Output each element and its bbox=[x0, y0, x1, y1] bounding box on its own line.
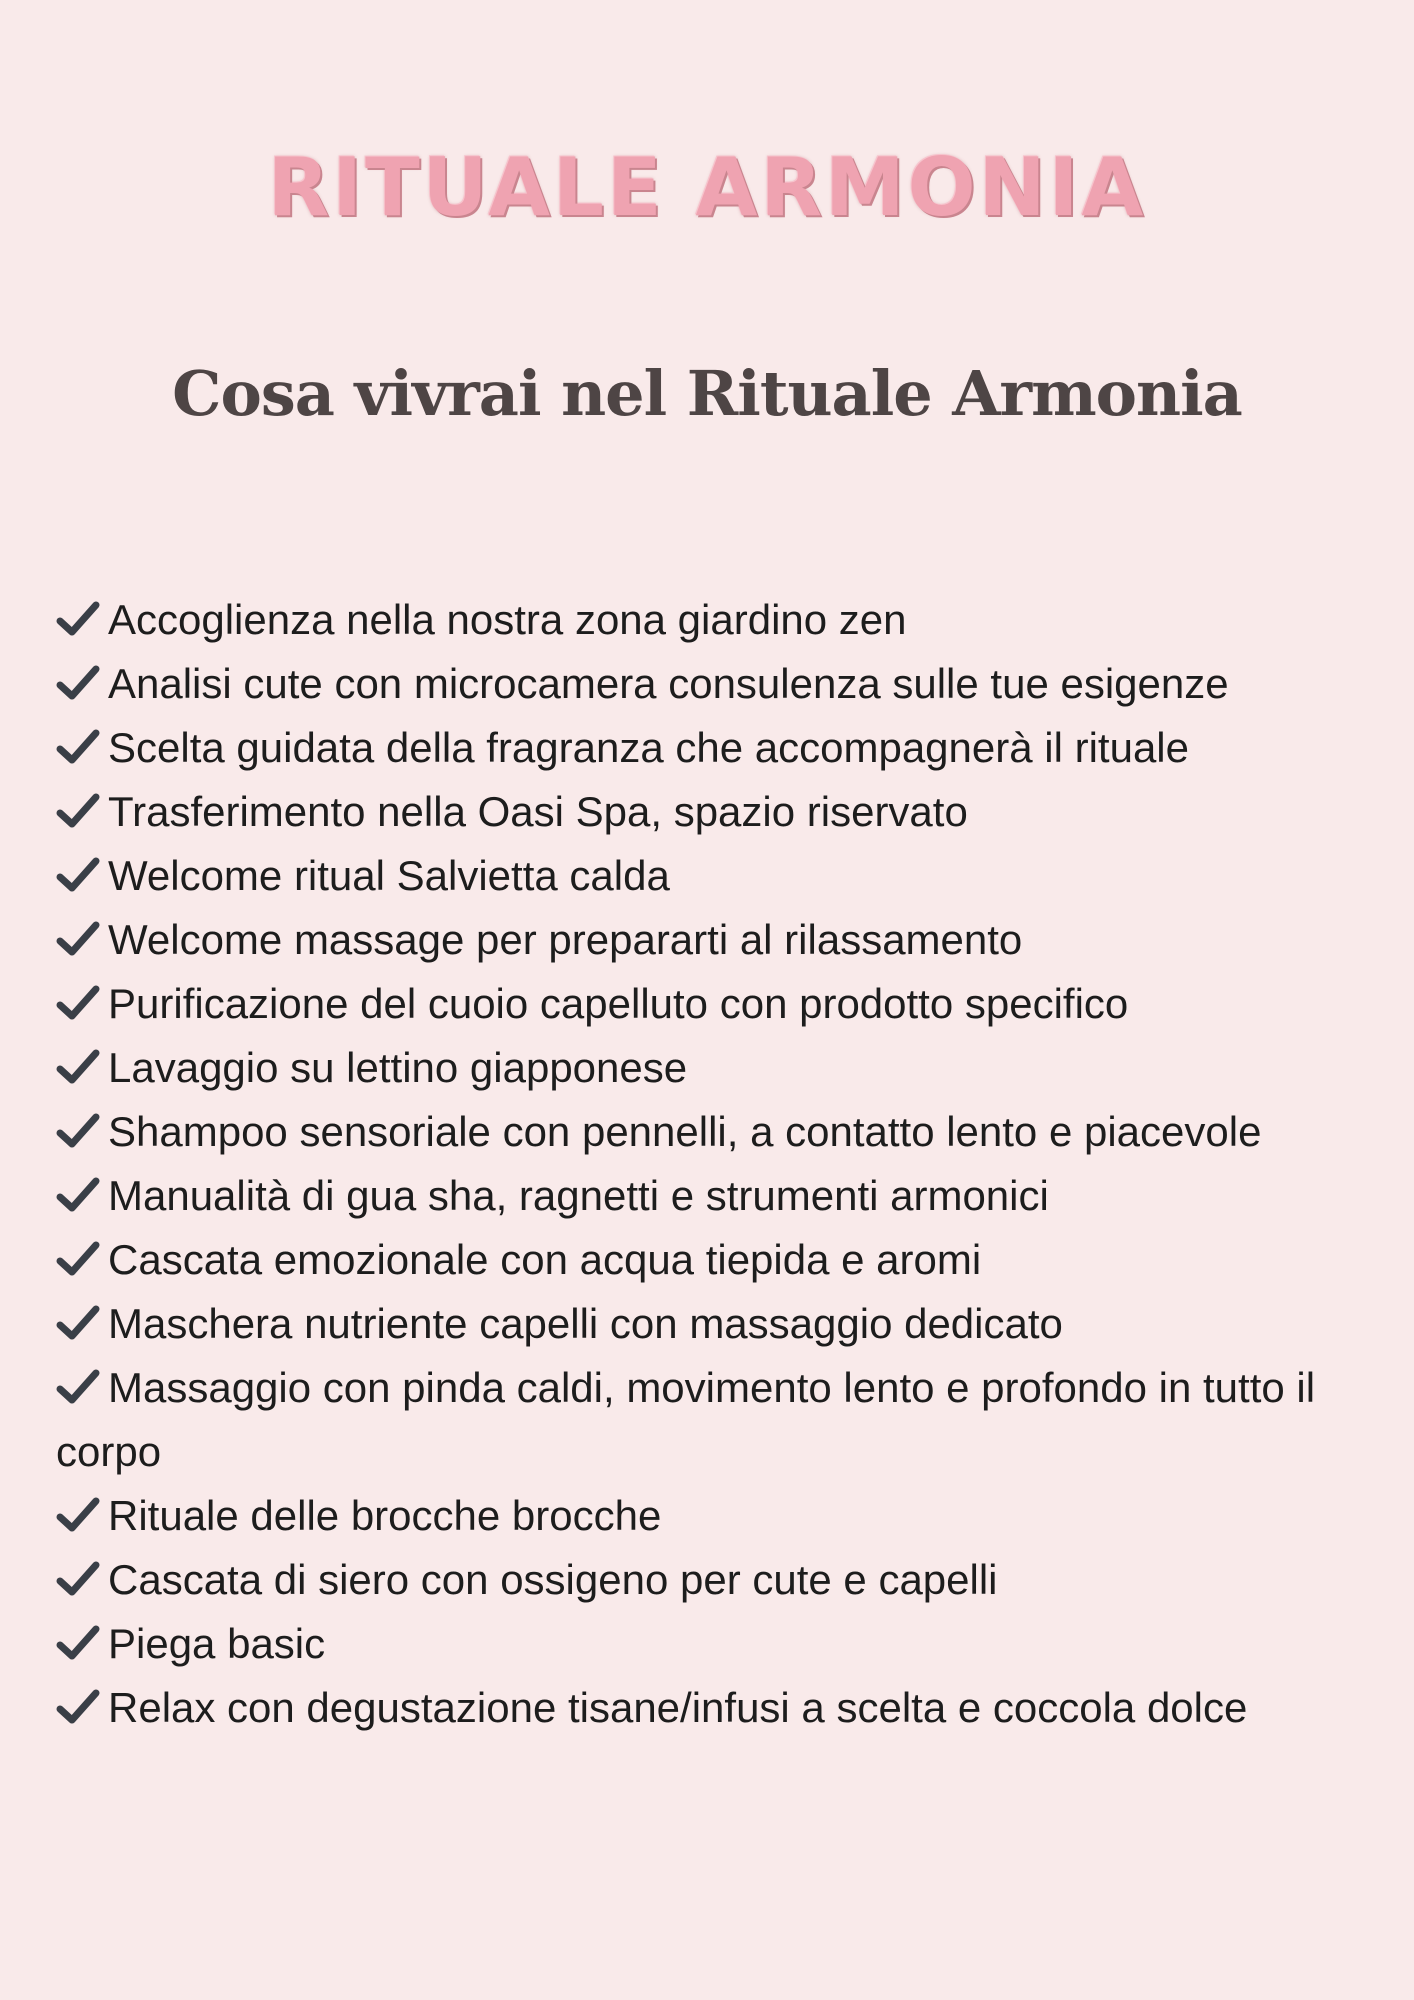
check-mark-icon bbox=[56, 1560, 100, 1598]
brand-title: RITUALE ARMONIA bbox=[267, 141, 1147, 234]
checklist-item bbox=[56, 716, 1356, 780]
checklist-item-text: Lavaggio su lettino giapponese bbox=[108, 1044, 688, 1091]
checklist-item-text: Piega basic bbox=[108, 1620, 326, 1667]
check-mark-icon bbox=[56, 984, 100, 1022]
checklist-item-text: Cascata emozionale con acqua tiepida e aromi bbox=[108, 1236, 982, 1283]
checklist-item-text: Massaggio con pinda caldi, movimento lento e profondo in tutto il corpo bbox=[56, 1364, 1316, 1475]
checklist-item bbox=[56, 1292, 1356, 1356]
checklist-item bbox=[56, 908, 1356, 972]
section-heading: Cosa vivrai nel Rituale Armonia bbox=[172, 357, 1242, 430]
checklist-item bbox=[56, 1100, 1356, 1164]
checklist-item-text: Cascata di siero con ossigeno per cute e capelli bbox=[108, 1556, 998, 1603]
check-mark-icon bbox=[56, 1688, 100, 1726]
checklist-item-text: Welcome massage per prepararti al rilassamento bbox=[108, 916, 1023, 963]
checklist-item bbox=[56, 1036, 1356, 1100]
checklist-item-text: Analisi cute con microcamera consulenza sulle tue esigenze bbox=[108, 660, 1229, 707]
check-mark-icon bbox=[56, 664, 100, 702]
checklist-item-text: Maschera nutriente capelli con massaggio dedicato bbox=[108, 1300, 1063, 1347]
checklist-item-text: Relax con degustazione tisane/infusi a scelta e coccola dolce bbox=[108, 1684, 1248, 1731]
checklist-item bbox=[56, 1484, 1356, 1548]
checklist-item bbox=[56, 652, 1356, 716]
checklist-item-text: Manualità di gua sha, ragnetti e strumenti armonici bbox=[108, 1172, 1049, 1219]
check-mark-icon bbox=[56, 1368, 100, 1406]
checklist-item-text: Scelta guidata della fragranza che accompagnerà il rituale bbox=[108, 724, 1189, 771]
checklist-item bbox=[56, 1612, 1356, 1676]
check-mark-icon bbox=[56, 1048, 100, 1086]
check-mark-icon bbox=[56, 856, 100, 894]
checklist-item bbox=[56, 1228, 1356, 1292]
checklist-item bbox=[56, 588, 1356, 652]
check-mark-icon bbox=[56, 792, 100, 830]
checklist-item-text: Welcome ritual Salvietta calda bbox=[108, 852, 670, 899]
checklist-item-text: Rituale delle brocche brocche bbox=[108, 1492, 662, 1539]
check-mark-icon bbox=[56, 728, 100, 766]
checklist-item bbox=[56, 1356, 1356, 1484]
ritual-checklist bbox=[56, 588, 1356, 1740]
check-mark-icon bbox=[56, 920, 100, 958]
checklist-item bbox=[56, 844, 1356, 908]
checklist-item bbox=[56, 1548, 1356, 1612]
check-mark-icon bbox=[56, 1240, 100, 1278]
check-mark-icon bbox=[56, 1176, 100, 1214]
checklist-item-text: Purificazione del cuoio capelluto con prodotto specifico bbox=[108, 980, 1129, 1027]
checklist-item-text: Shampoo sensoriale con pennelli, a contatto lento e piacevole bbox=[108, 1108, 1262, 1155]
checklist-item bbox=[56, 1676, 1356, 1740]
check-mark-icon bbox=[56, 600, 100, 638]
checklist-item bbox=[56, 972, 1356, 1036]
checklist-item-text: Accoglienza nella nostra zona giardino zen bbox=[108, 596, 907, 643]
checklist-item bbox=[56, 780, 1356, 844]
checklist-item bbox=[56, 1164, 1356, 1228]
check-mark-icon bbox=[56, 1304, 100, 1342]
check-mark-icon bbox=[56, 1624, 100, 1662]
check-mark-icon bbox=[56, 1496, 100, 1534]
check-mark-icon bbox=[56, 1112, 100, 1150]
checklist-item-text: Trasferimento nella Oasi Spa, spazio riservato bbox=[108, 788, 968, 835]
